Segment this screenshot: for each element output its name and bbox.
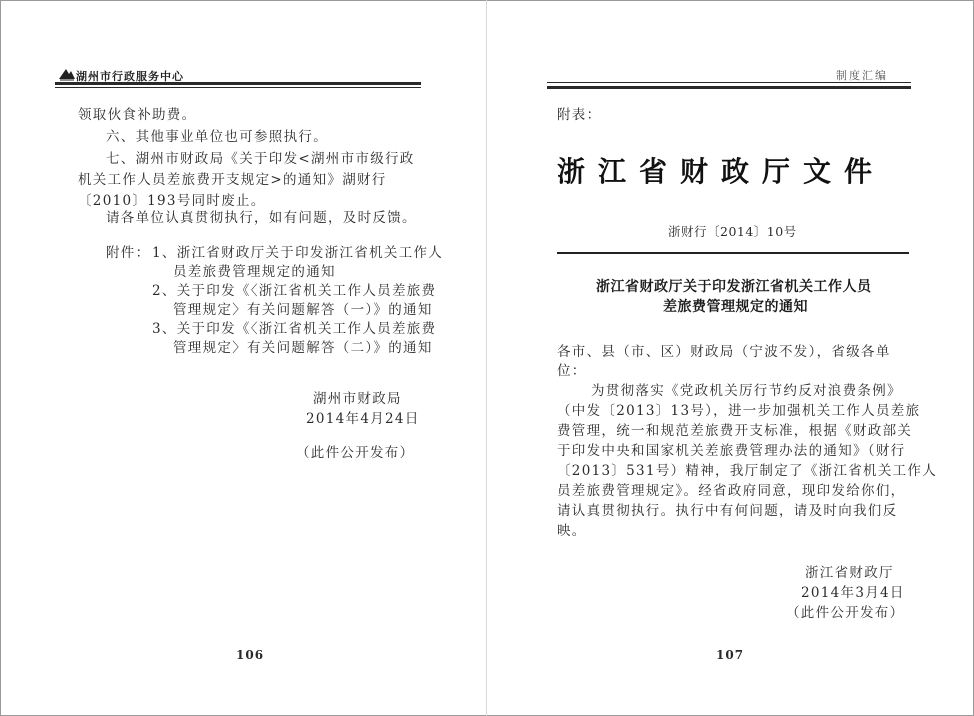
document-separator-rule xyxy=(557,252,909,254)
left-publish-note: （此件公开发布） xyxy=(296,445,415,461)
document-number: 浙财行〔2014〕10号 xyxy=(668,224,797,239)
notice-title-line1: 浙江省财政厅关于印发浙江省机关工作人员 xyxy=(596,279,872,295)
appendix-label: 附表： xyxy=(557,107,602,123)
left-header-rule-thick xyxy=(55,82,421,85)
right-header-rule-thin xyxy=(547,82,911,83)
right-header-title: 制度汇编 xyxy=(836,69,888,82)
right-signature-org: 浙江省财政厅 xyxy=(805,565,894,581)
attachment-item: 管理规定〉有关问题解答（一）》的通知 xyxy=(173,302,433,318)
attachments-label: 附件： xyxy=(106,245,151,261)
book-gutter xyxy=(486,0,487,716)
text-line: 〔2010〕193号同时废止。 xyxy=(78,193,266,209)
text-line: 员差旅费管理规定》。经省政府同意，现印发给你们， xyxy=(557,483,906,499)
attachment-item: 2、关于印发《〈浙江省机关工作人员差旅费 xyxy=(152,283,437,299)
text-line: 六、其他事业单位也可参照执行。 xyxy=(106,129,328,145)
text-line: 为贯彻落实《党政机关厉行节约反对浪费条例》 xyxy=(591,383,902,399)
text-line: （中发〔2013〕13号），进一步加强机关工作人员差旅 xyxy=(557,403,921,419)
left-header-title: 湖州市行政服务中心 xyxy=(76,70,184,83)
text-line: 各市、县（市、区）财政局（宁波不发），省级各单 xyxy=(557,344,891,360)
text-line: 七、湖州市财政局《关于印发<湖州市市级行政 xyxy=(106,151,415,167)
text-line: 位： xyxy=(557,363,587,379)
document-title: 浙江省财政厅文件 xyxy=(557,155,886,188)
notice-title-line2: 差旅费管理规定的通知 xyxy=(663,299,808,315)
right-signature-date: 2014年3月4日 xyxy=(801,585,905,601)
text-line: 请各单位认真贯彻执行，如有问题，及时反馈。 xyxy=(106,210,417,226)
attachment-item: 员差旅费管理规定的通知 xyxy=(173,264,336,280)
text-line: 费管理，统一和规范差旅费开支标准，根据《财政部关 xyxy=(557,423,913,439)
left-signature-org: 湖州市财政局 xyxy=(313,391,402,407)
text-line: 领取伙食补助费。 xyxy=(78,107,197,123)
attachment-item: 管理规定〉有关问题解答（二）》的通知 xyxy=(173,340,433,356)
right-publish-note: （此件公开发布） xyxy=(786,605,905,621)
text-line: 〔2013〕531号）精神，我厅制定了《浙江省机关工作人 xyxy=(557,463,938,479)
left-header-rule-thin xyxy=(55,87,421,88)
text-line: 映。 xyxy=(557,523,587,539)
right-page-number: 107 xyxy=(716,648,745,662)
attachment-item: 3、关于印发《〈浙江省机关工作人员差旅费 xyxy=(152,321,437,337)
text-line: 机关工作人员差旅费开支规定>的通知》湖财行 xyxy=(78,172,387,188)
attachment-item: 1、浙江省财政厅关于印发浙江省机关工作人 xyxy=(152,245,444,261)
left-signature-date: 2014年4月24日 xyxy=(306,411,420,427)
left-page-number: 106 xyxy=(236,648,265,662)
text-line: 于印发中央和国家机关差旅费管理办法的通知》（财行 xyxy=(557,443,906,459)
service-center-logo-icon xyxy=(58,66,76,80)
right-header-rule-thick xyxy=(547,86,911,89)
text-line: 请认真贯彻执行。执行中有何问题，请及时向我们反 xyxy=(557,503,898,519)
